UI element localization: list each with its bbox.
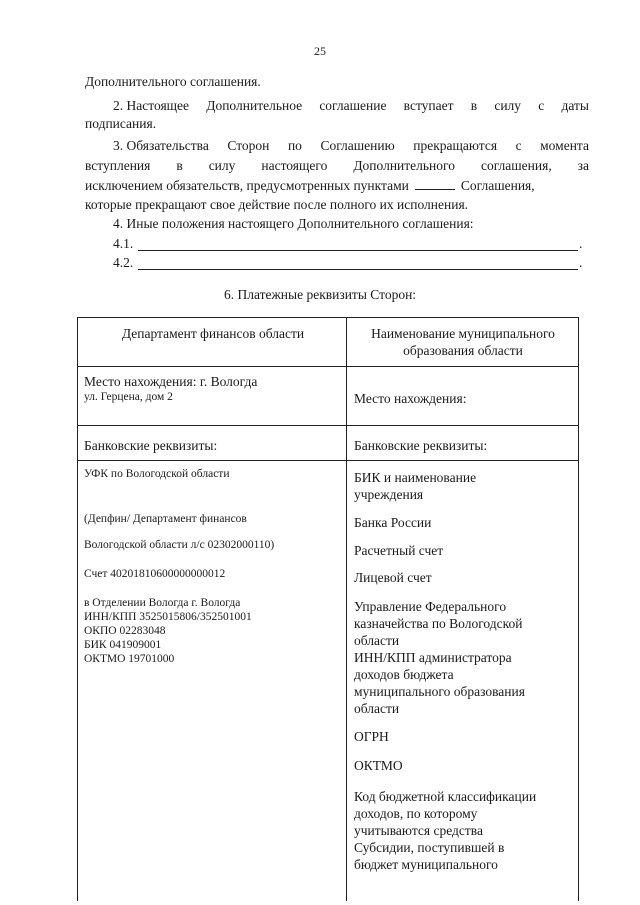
item-4-1-line	[138, 250, 578, 251]
paragraph-3-line-2	[85, 157, 589, 174]
left-depfin: (Депфин/ Департамент финансов	[84, 513, 247, 525]
paragraph-2-line-1	[113, 97, 589, 114]
right-oktmo: ОКТМО	[354, 758, 403, 773]
word: с	[538, 98, 545, 113]
paragraph-2-line-2: подписания.	[85, 116, 157, 131]
header-right-line: образования области	[403, 343, 523, 358]
word: Дополнительного	[353, 158, 455, 173]
period: .	[579, 255, 583, 270]
location-line: Место нахождения: г. Вологда	[84, 374, 258, 389]
word: момента	[540, 138, 589, 153]
word: силу	[494, 98, 522, 113]
paragraph-continuation: Дополнительного соглашения.	[85, 74, 261, 89]
text: исключением обязательств, предусмотренных пунктами	[85, 178, 409, 193]
right-bik	[354, 469, 572, 503]
inn-kpp: ИНН/КПП 3525015806/352501001	[84, 611, 252, 623]
inn-line: муниципального образования	[354, 684, 525, 699]
federal-line: казначейства по Вологодской	[354, 616, 523, 631]
oktmo: ОКТМО 19701000	[84, 653, 175, 665]
right-location: Место нахождения:	[354, 391, 467, 406]
page-number: 25	[314, 44, 326, 58]
word: вступления	[85, 158, 151, 173]
item-4-2-label: 4.2.	[113, 255, 134, 270]
word: Сторон	[227, 138, 270, 153]
header-right-line: Наименование муниципального	[371, 326, 555, 341]
left-account: Счет 40201810600000000012	[84, 568, 226, 580]
left-depfin-2: Вологодской области л/с 02302000110)	[84, 539, 275, 551]
paragraph-3-line-4: которые прекращают свое действие после полного их исполнения.	[85, 197, 469, 212]
word: соглашения,	[480, 158, 552, 173]
federal-line: Управление Федерального	[354, 599, 507, 614]
row-divider	[78, 366, 578, 367]
left-bank-header: Банковские реквизиты:	[84, 438, 218, 453]
branch: в Отделении Вологда г. Вологда	[84, 597, 241, 609]
kbk-line: Код бюджетной классификации	[354, 789, 537, 804]
word: прекращаются	[413, 138, 498, 153]
section-title: 6. Платежные реквизиты Сторон:	[223, 287, 417, 302]
header-right	[354, 325, 572, 359]
kbk-line: бюджет муниципального	[354, 857, 498, 872]
word: в	[176, 158, 183, 173]
word: настоящего	[261, 158, 328, 173]
word: соглашение	[319, 98, 387, 113]
kbk-line: учитываются средства	[354, 823, 483, 838]
right-settlement: Расчетный счет	[354, 543, 444, 558]
word: даты	[561, 98, 589, 113]
word: за	[577, 158, 589, 173]
word: 2. Настоящее	[113, 98, 190, 113]
row-divider	[78, 425, 578, 426]
word: по	[287, 138, 302, 153]
kbk-line: Субсидии, поступившей в	[354, 840, 505, 855]
item-4-2-line	[138, 269, 578, 270]
address-line: ул. Герцена, дом 2	[84, 391, 173, 403]
word: с	[515, 138, 522, 153]
kbk-line: доходов, по которому	[354, 806, 478, 821]
header-left: Департамент финансов области	[121, 326, 305, 341]
right-bank-header: Банковские реквизиты:	[354, 438, 488, 453]
column-divider	[346, 318, 347, 901]
right-kbk	[354, 788, 572, 873]
left-ufk: УФК по Вологодской области	[84, 468, 230, 480]
okpo: ОКПО 02283048	[84, 625, 166, 637]
word: вступает	[403, 98, 454, 113]
period: .	[579, 236, 583, 251]
paragraph-3-line-1	[113, 137, 589, 154]
item-4-1-label: 4.1.	[113, 236, 134, 251]
right-personal: Лицевой счет	[354, 570, 432, 585]
left-location	[84, 373, 342, 404]
paragraph-3-line-3	[85, 177, 535, 194]
row-divider	[78, 460, 578, 461]
right-ogrn: ОГРН	[354, 729, 389, 744]
text: Соглашения,	[460, 178, 535, 193]
paragraph-4: 4. Иные положения настоящего Дополнительного соглашения:	[113, 216, 474, 231]
inn-line: области	[354, 701, 400, 716]
word: Соглашению	[320, 138, 395, 153]
federal-line: области	[354, 633, 400, 648]
inn-line: доходов бюджета	[354, 667, 454, 682]
word: силу	[208, 158, 236, 173]
inn-line: ИНН/КПП администратора	[354, 650, 512, 665]
requisites-table	[77, 317, 579, 901]
word: 3. Обязательства	[113, 138, 209, 153]
right-bank-russia: Банка России	[354, 515, 432, 530]
blank-field	[415, 178, 455, 190]
bik: БИК 041909001	[84, 639, 162, 651]
bik-line: учреждения	[354, 487, 424, 502]
word: в	[470, 98, 478, 113]
left-bank-details	[84, 596, 342, 666]
word: Дополнительное	[206, 98, 303, 113]
bik-line: БИК и наименование	[354, 470, 477, 485]
right-federal	[354, 598, 572, 717]
